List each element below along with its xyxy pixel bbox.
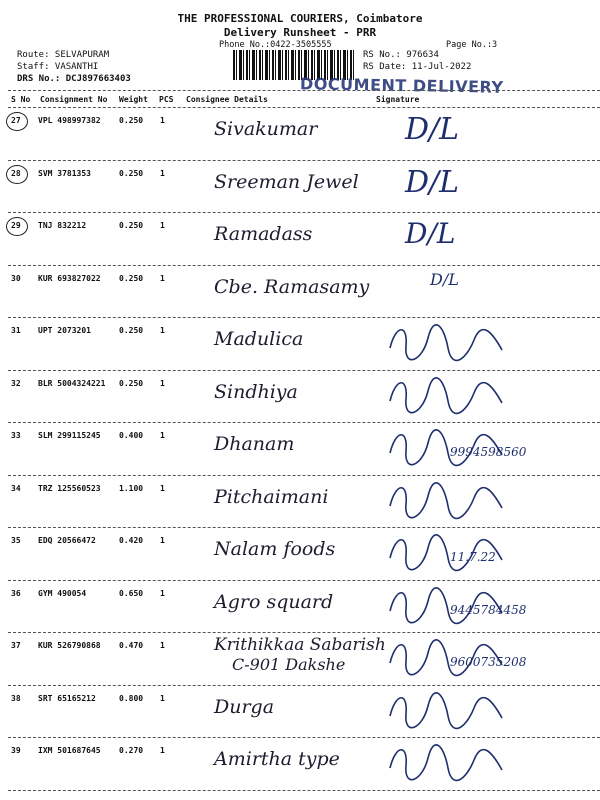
route-label: Route: SELVAPURAM (17, 50, 110, 60)
row-weight: 0.470 (119, 641, 144, 650)
row-pcs: 1 (160, 431, 165, 440)
col-weight: Weight (119, 95, 148, 104)
row-consignment-no: VPL 498997382 (38, 116, 101, 125)
row-consignment-no: EDQ 20566472 (38, 536, 96, 545)
col-signature: Signature (376, 95, 420, 104)
signature-stroke (390, 377, 502, 413)
document-subtitle: Delivery Runsheet - PRR (223, 26, 377, 39)
row-consignment-no: KUR 693827022 (38, 273, 101, 283)
row-pcs: 1 (160, 273, 165, 283)
row-consignee: Sivakumar (214, 118, 318, 140)
signature-scribble (382, 371, 562, 423)
row-sno: 37 (11, 641, 21, 650)
row-pcs: 1 (160, 693, 165, 703)
row-consignment-no: BLR 5004324221 (38, 378, 106, 388)
phone-number: Phone No.:0422-3505555 (219, 40, 332, 50)
row-signature: D/L (405, 112, 460, 147)
row-sno: 28 (11, 168, 21, 178)
row-divider (8, 212, 600, 213)
row-pcs: 1 (160, 221, 165, 230)
signature-stroke (390, 325, 502, 361)
row-divider (8, 160, 600, 161)
document-delivery-stamp: DOCUMENT DELIVERY (299, 74, 504, 97)
row-signature-note: 11.7.22 (450, 550, 496, 564)
document-title: THE PROFESSIONAL COURIERS, Coimbatore (177, 12, 423, 25)
rs-date: RS Date: 11-Jul-2022 (363, 62, 472, 72)
row-pcs: 1 (160, 378, 165, 388)
row-consignee: Cbe. Ramasamy (214, 275, 370, 298)
row-weight: 0.250 (119, 221, 144, 230)
signature-scribble (382, 318, 562, 370)
row-sno: 33 (11, 431, 21, 440)
row-signature: D/L (405, 164, 460, 200)
row-pcs: 1 (160, 588, 165, 598)
row-weight: 0.250 (119, 168, 144, 178)
row-pcs: 1 (160, 326, 165, 335)
row-consignee: Ramadass (214, 223, 313, 245)
row-sno: 30 (11, 273, 21, 283)
row-consignee: Sindhiya (214, 380, 298, 403)
row-consignee-address: C-901 Dakshe (232, 655, 346, 674)
signature-scribble (382, 476, 562, 528)
row-consignment-no: SLM 299115245 (38, 431, 101, 440)
signature-stroke (390, 745, 502, 781)
row-weight: 0.800 (119, 693, 144, 703)
row-weight: 0.650 (119, 588, 144, 598)
row-sno: 31 (11, 326, 21, 335)
row-sno: 32 (11, 378, 21, 388)
col-pcs: PCS (159, 95, 174, 104)
header-bottom-divider (8, 107, 600, 108)
row-pcs: 1 (160, 116, 165, 125)
row-weight: 0.250 (119, 273, 144, 283)
header-top-divider (8, 90, 600, 91)
row-weight: 0.250 (119, 326, 144, 335)
col-sno: S No (11, 95, 31, 104)
row-consignee: Madulica (214, 328, 304, 350)
staff-label: Staff: VASANTHI (17, 62, 99, 72)
row-pcs: 1 (160, 641, 165, 650)
signature-scribble (382, 738, 562, 790)
row-signature-note: 9445784458 (450, 602, 527, 617)
signature-stroke (390, 482, 502, 518)
row-sno: 39 (11, 746, 21, 755)
row-sno: 29 (11, 221, 21, 230)
row-consignment-no: TRZ 125560523 (38, 483, 101, 493)
row-pcs: 1 (160, 746, 165, 755)
row-pcs: 1 (160, 483, 165, 493)
row-signature-note: 9600735208 (450, 655, 527, 669)
row-weight: 0.420 (119, 536, 144, 545)
row-sno: 35 (11, 536, 21, 545)
row-weight: 0.400 (119, 431, 144, 440)
row-signature: D/L (430, 269, 459, 289)
row-consignment-no: TNJ 832212 (38, 221, 87, 230)
row-consignee: Nalam foods (214, 538, 336, 560)
row-consignee: Pitchaimani (214, 485, 329, 508)
row-consignee: Sreeman Jewel (214, 170, 359, 193)
col-consignee: Consignee Details (186, 95, 268, 104)
col-consignment: Consignment No (40, 95, 108, 104)
row-consignee: Agro squard (214, 590, 334, 613)
row-consignee: Krithikkaa Sabarish (214, 635, 386, 655)
row-consignee: Dhanam (214, 433, 295, 455)
rs-number: RS No.: 976634 (363, 50, 439, 60)
row-pcs: 1 (160, 168, 165, 178)
row-consignment-no: IXM 501687645 (38, 746, 101, 755)
row-signature: D/L (405, 217, 456, 250)
row-divider (8, 790, 600, 791)
row-sno: 34 (11, 483, 21, 493)
row-pcs: 1 (160, 536, 165, 545)
row-consignment-no: SVM 3781353 (38, 168, 91, 178)
row-consignment-no: KUR 526790868 (38, 641, 101, 650)
row-sno: 36 (11, 588, 21, 598)
row-signature-note: 9994598560 (450, 445, 527, 459)
row-sno: 27 (11, 116, 21, 125)
row-consignment-no: SRT 65165212 (38, 693, 96, 703)
drs-number: DRS No.: DCJ897663403 (17, 74, 131, 84)
page-number: Page No.:3 (446, 40, 498, 50)
row-weight: 0.270 (119, 746, 144, 755)
row-weight: 0.250 (119, 378, 144, 388)
row-sno: 38 (11, 693, 21, 703)
row-consignee: Durga (214, 695, 275, 718)
signature-scribble (382, 686, 562, 738)
signature-stroke (390, 692, 502, 728)
row-divider (8, 265, 600, 266)
row-weight: 1.100 (119, 483, 144, 493)
row-consignee: Amirtha type (214, 748, 340, 770)
row-consignment-no: UPT 2073201 (38, 326, 91, 335)
row-consignment-no: GYM 490054 (38, 588, 87, 598)
row-weight: 0.250 (119, 116, 144, 125)
